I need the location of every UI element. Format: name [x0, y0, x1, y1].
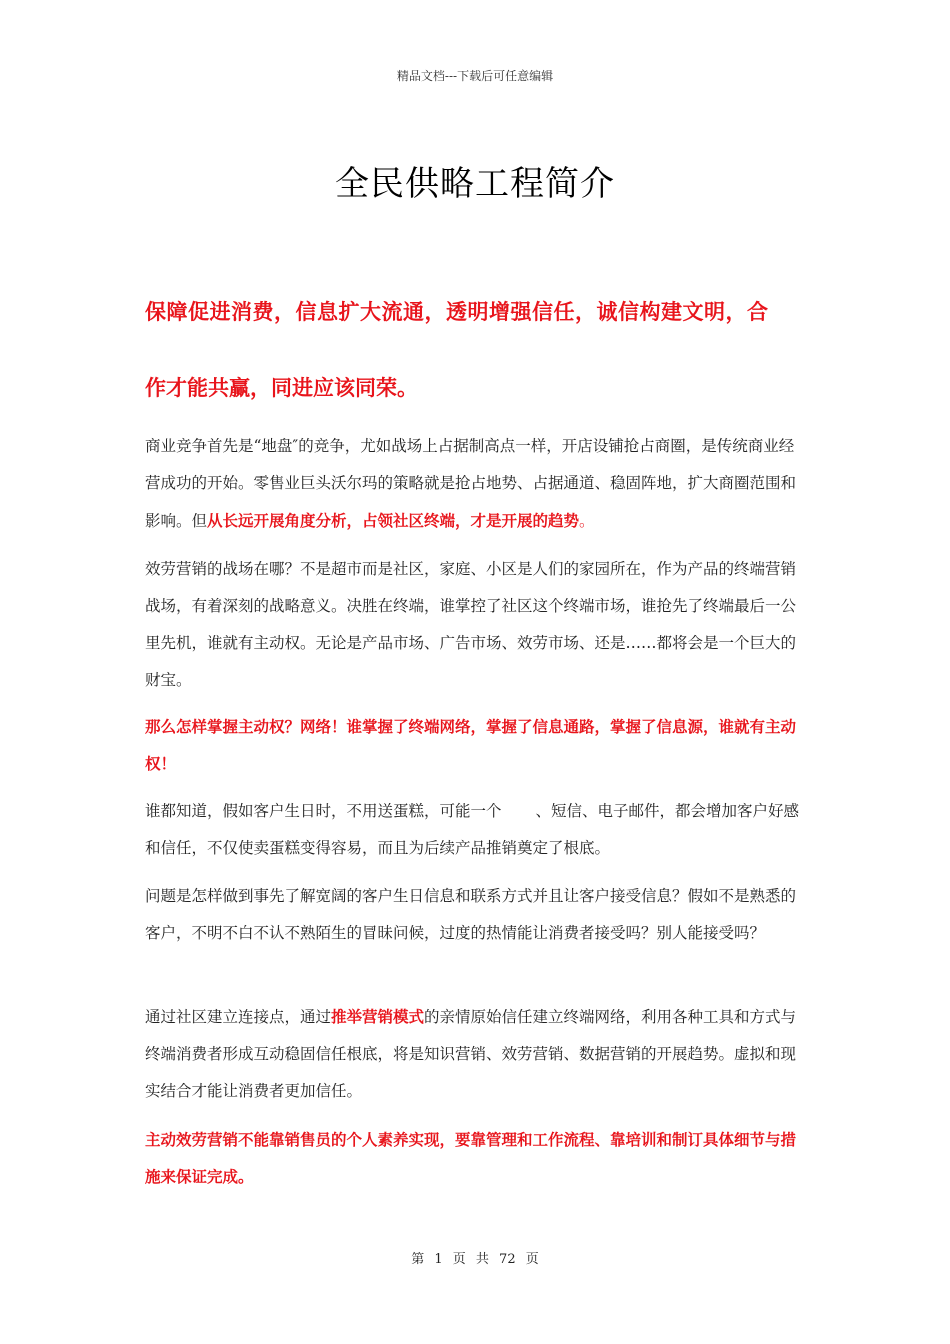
- paragraph-1-highlight: 从长远开展角度分析，占领社区终端，才是开展的趋势: [207, 511, 580, 530]
- paragraph-3-highlight: 那么怎样掌握主动权？网络！谁掌握了终端网络，掌握了信息通路，掌握了信息源，谁就有主动权！: [145, 717, 797, 773]
- slogan-line-2: 作才能共赢，同进应该同荣。: [145, 376, 418, 400]
- paragraph-7-highlight: 主动效劳营销不能靠销售员的个人素养实现，要靠管理和工作流程、靠培训和制订具体细节与措施来保证完成。: [145, 1130, 797, 1186]
- paragraph-6-highlight: 推举营销模式: [331, 1007, 425, 1026]
- paragraph-1-end: 。: [579, 512, 595, 530]
- paragraph-1: [145, 428, 807, 540]
- slogan-line-1: 保障促进消费，信息扩大流通，透明增强信任，诚信构建文明，合: [145, 300, 769, 324]
- paragraph-6: [145, 998, 807, 1110]
- paragraph-4-text-b: 、短信、电子邮件，都会增加客户好感和信任，不仅使卖蛋糕变得容易，而且为后续产品推销奠定了根底。: [145, 802, 800, 857]
- document-title: 全民供略工程简介: [335, 164, 615, 204]
- paragraph-2: 效劳营销的战场在哪？不是超市而是社区，家庭、小区是人们的家园所在，作为产品的终端营销战场，有着深刻的战略意义。决胜在终端，谁掌控了社区这个终端市场，谁抢先了终端最后一公里先机，谁就有主动权。无论是产品市场、广告市场、效劳市场、还是……都将会是一个巨大的财宝。: [145, 560, 797, 689]
- paragraph-6-text-b: 的亲情原始信任建立终端网络，利用各种工具和方式与终端消费者形成互动稳固信任根底，将是知识营销、效劳营销、数据营销的开展趋势。虚拟和现实结合才能让消费者更加信任。: [145, 1008, 797, 1100]
- paragraph-1-text: 商业竞争首先是“地盘″的竞争，尤如战场上占据制高点一样，开店设铺抢占商圈，是传统商业经营成功的开始。零售业巨头沃尔玛的策略就是抢占地势、占据通道、稳固阵地，扩大商圈范围和影响。但: [145, 437, 797, 530]
- page-header: 精品文档---下载后可任意编辑: [396, 69, 554, 83]
- paragraph-5: 问题是怎样做到事先了解宽阔的客户生日信息和联系方式并且让客户接受信息？假如不是熟悉的客户，不明不白不认不熟陌生的冒昧问候，过度的热情能让消费者接受吗？别人能接受吗？: [145, 887, 797, 942]
- paragraph-6-text-a: 通过社区建立连接点，通过: [145, 1008, 332, 1026]
- page-footer: 第 1 页 共 72 页: [411, 1252, 539, 1267]
- paragraph-4-text-a: 谁都知道，假如客户生日时，不用送蛋糕，可能一个: [145, 802, 502, 820]
- paragraph-4: [145, 793, 807, 867]
